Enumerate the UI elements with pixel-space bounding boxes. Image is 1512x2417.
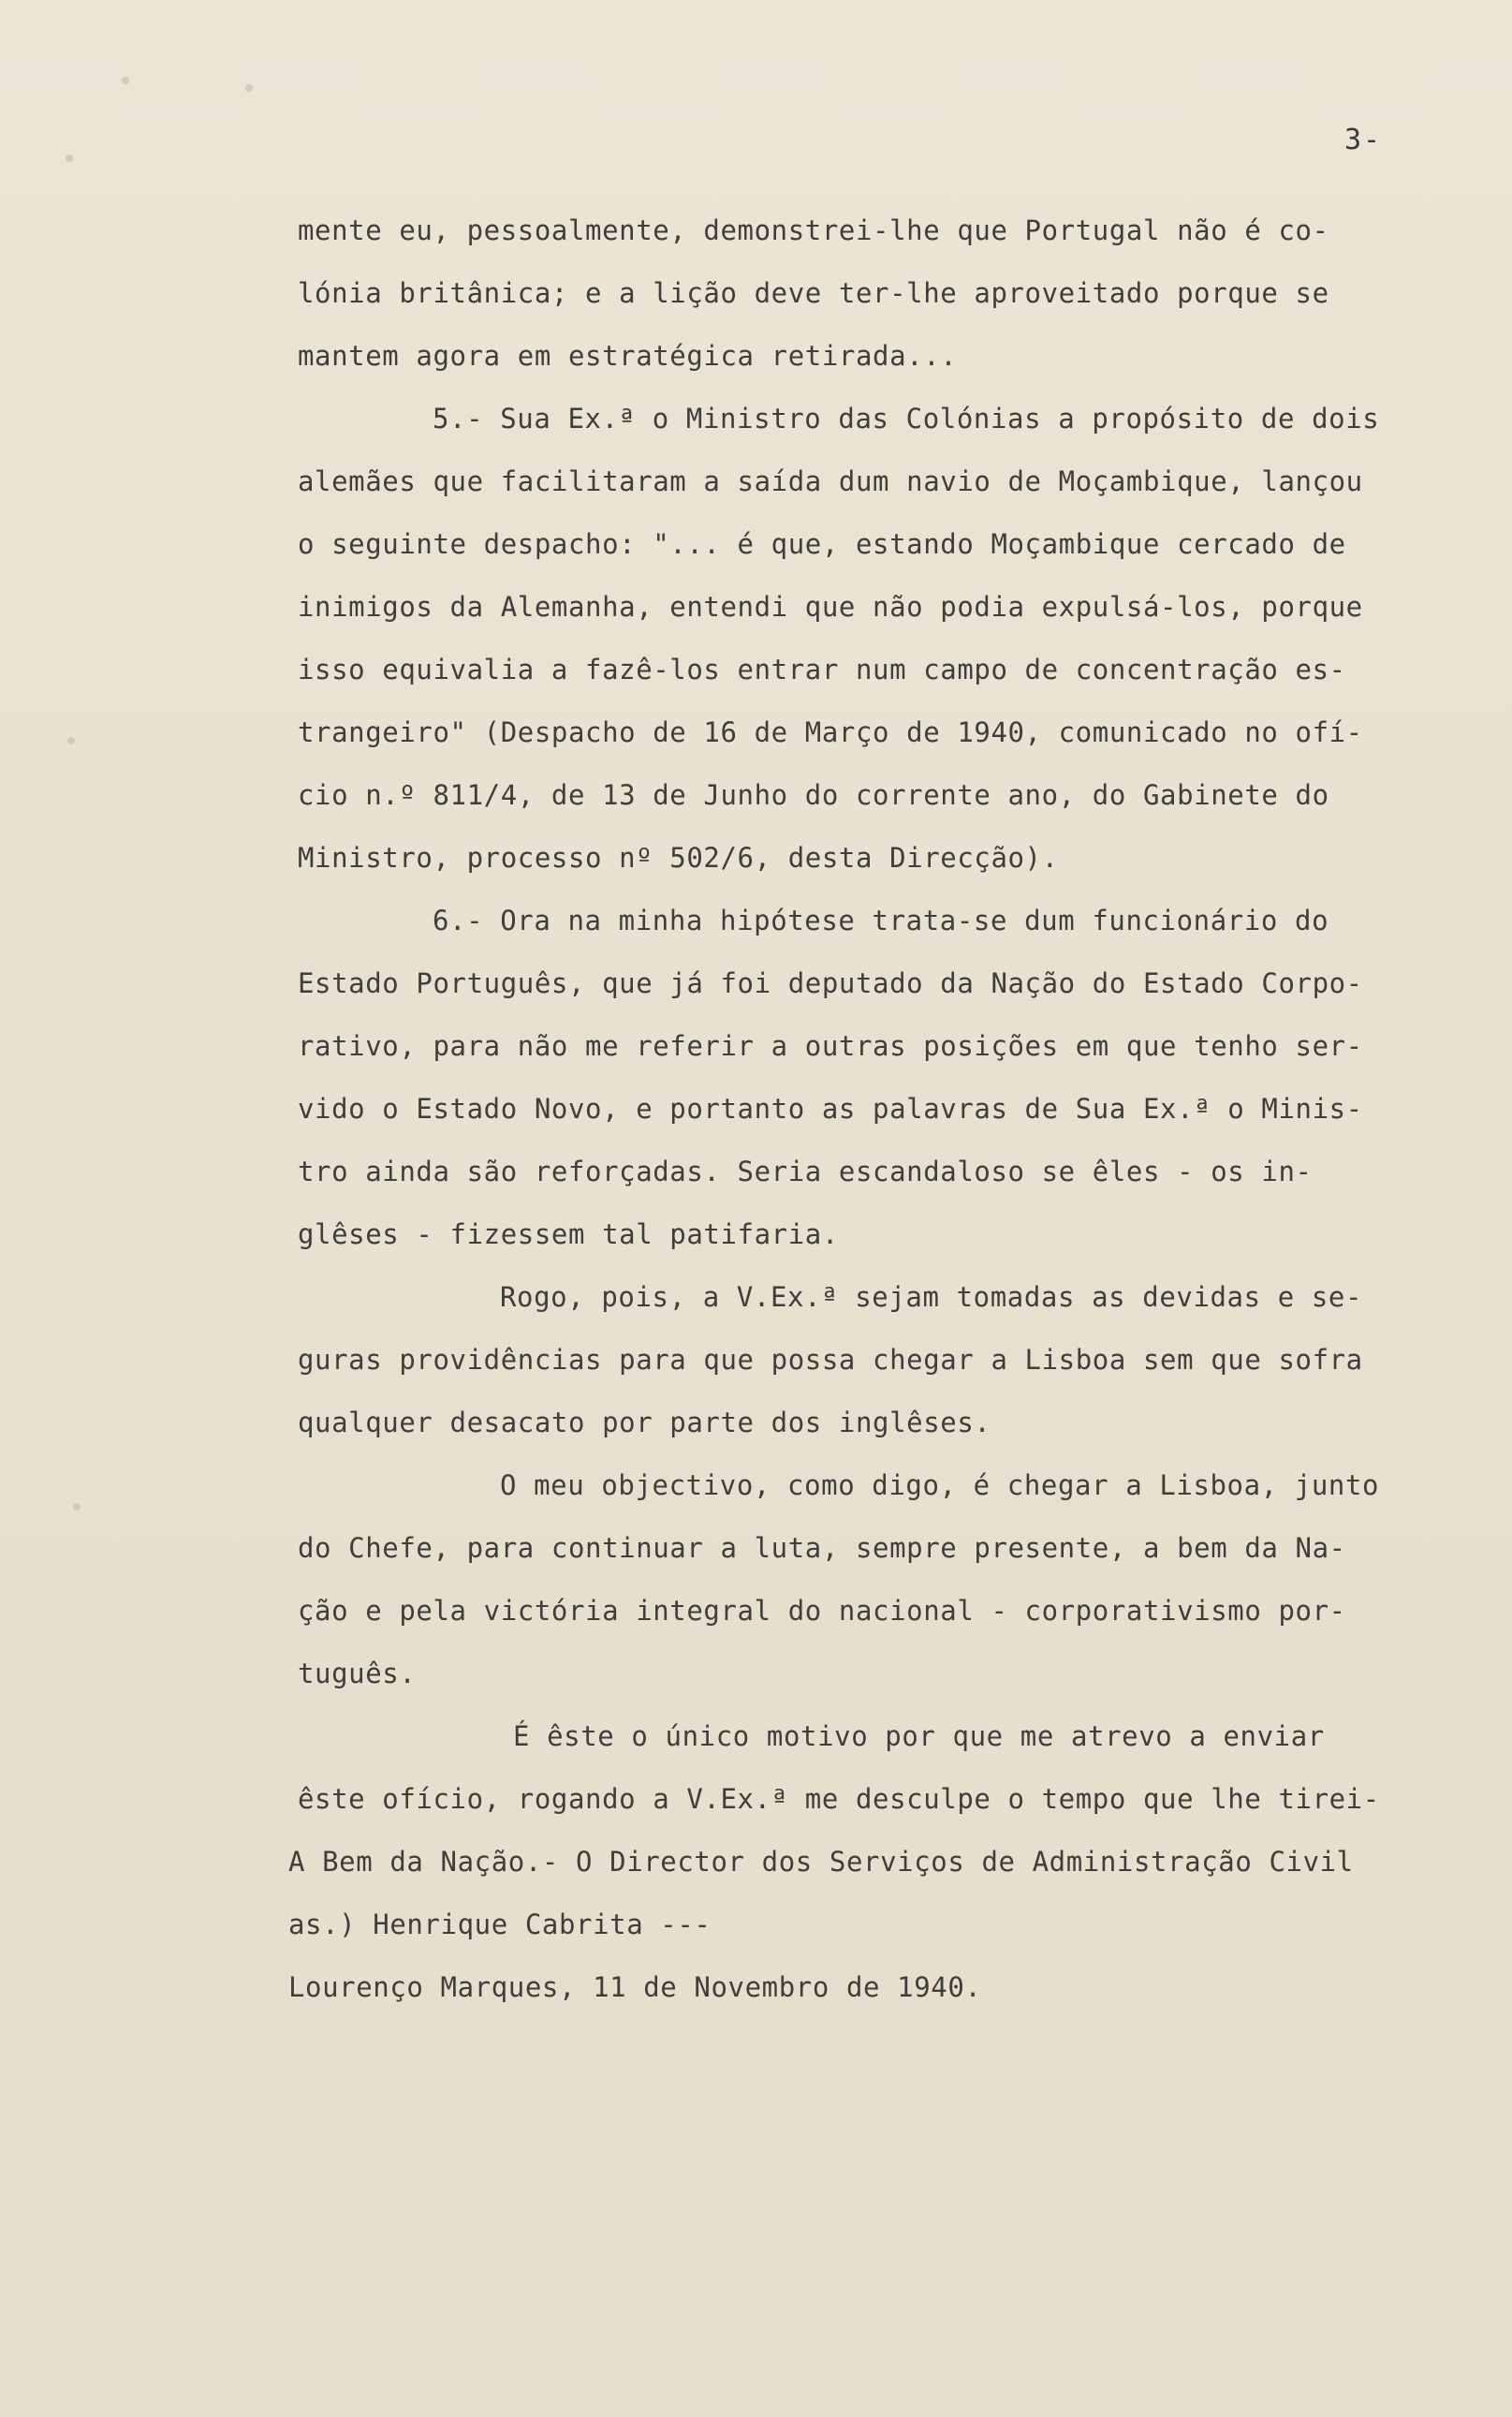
text-line: isso equivalia a fazê-los entrar num campo de concentração es- bbox=[298, 654, 1346, 685]
text-line: É êste o único motivo por que me atrevo a enviar bbox=[513, 1720, 1325, 1752]
paper-speck bbox=[245, 84, 253, 92]
text-line: do Chefe, para continuar a luta, sempre presente, a bem da Na- bbox=[298, 1532, 1346, 1564]
text-line: êste ofício, rogando a V.Ex.ª me desculpe o tempo que lhe tirei- bbox=[298, 1783, 1380, 1815]
paper-speck bbox=[67, 737, 75, 744]
text-line: tuguês. bbox=[298, 1658, 417, 1689]
paper-speck bbox=[122, 77, 129, 84]
text-line: O meu objectivo, como digo, é chegar a Lisboa, junto bbox=[500, 1469, 1380, 1501]
text-line: ção e pela victória integral do nacional - corporativismo por- bbox=[298, 1595, 1346, 1627]
text-line: glêses - fizessem tal patifaria. bbox=[298, 1218, 839, 1250]
text-line: cio n.º 811/4, de 13 de Junho do corrente ano, do Gabinete do bbox=[298, 779, 1329, 811]
text-line: as.) Henrique Cabrita --- bbox=[288, 1909, 712, 1940]
text-line: Ministro, processo nº 502/6, desta Direcção). bbox=[298, 842, 1059, 874]
text-line: vido o Estado Novo, e portanto as palavras de Sua Ex.ª o Minis- bbox=[298, 1093, 1363, 1125]
text-line: A Bem da Nação.- O Director dos Serviços de Administração Civil bbox=[288, 1846, 1354, 1878]
text-line: o seguinte despacho: "... é que, estando Moçambique cercado de bbox=[298, 528, 1346, 560]
text-line: alemães que facilitaram a saída dum navio de Moçambique, lançou bbox=[298, 465, 1363, 497]
text-line: Estado Português, que já foi deputado da Nação do Estado Corpo- bbox=[298, 967, 1363, 999]
text-line: inimigos da Alemanha, entendi que não podia expulsá-los, porque bbox=[298, 591, 1363, 623]
text-line: Lourenço Marques, 11 de Novembro de 1940. bbox=[288, 1971, 982, 2003]
text-line: Rogo, pois, a V.Ex.ª sejam tomadas as devidas e se- bbox=[500, 1281, 1363, 1313]
paper-speck bbox=[73, 1503, 81, 1511]
text-line: lónia britânica; e a lição deve ter-lhe aproveitado porque se bbox=[298, 277, 1329, 309]
text-line: mente eu, pessoalmente, demonstrei-lhe que Portugal não é co- bbox=[298, 214, 1329, 246]
text-line: rativo, para não me referir a outras posições em que tenho ser- bbox=[298, 1030, 1363, 1062]
text-line: mantem agora em estratégica retirada... bbox=[298, 340, 958, 372]
text-line: tro ainda são reforçadas. Seria escandaloso se êles - os in- bbox=[298, 1156, 1313, 1187]
text-line: 5.- Sua Ex.ª o Ministro das Colónias a propósito de dois bbox=[433, 403, 1380, 435]
page-number: 3- bbox=[1344, 124, 1383, 156]
paper-speck bbox=[66, 155, 73, 162]
text-line: qualquer desacato por parte dos inglêses. bbox=[298, 1407, 991, 1438]
text-line: 6.- Ora na minha hipótese trata-se dum funcionário do bbox=[433, 905, 1329, 936]
text-line: trangeiro" (Despacho de 16 de Março de 1940, comunicado no ofí- bbox=[298, 716, 1363, 748]
text-line: guras providências para que possa chegar a Lisboa sem que sofra bbox=[298, 1344, 1363, 1376]
